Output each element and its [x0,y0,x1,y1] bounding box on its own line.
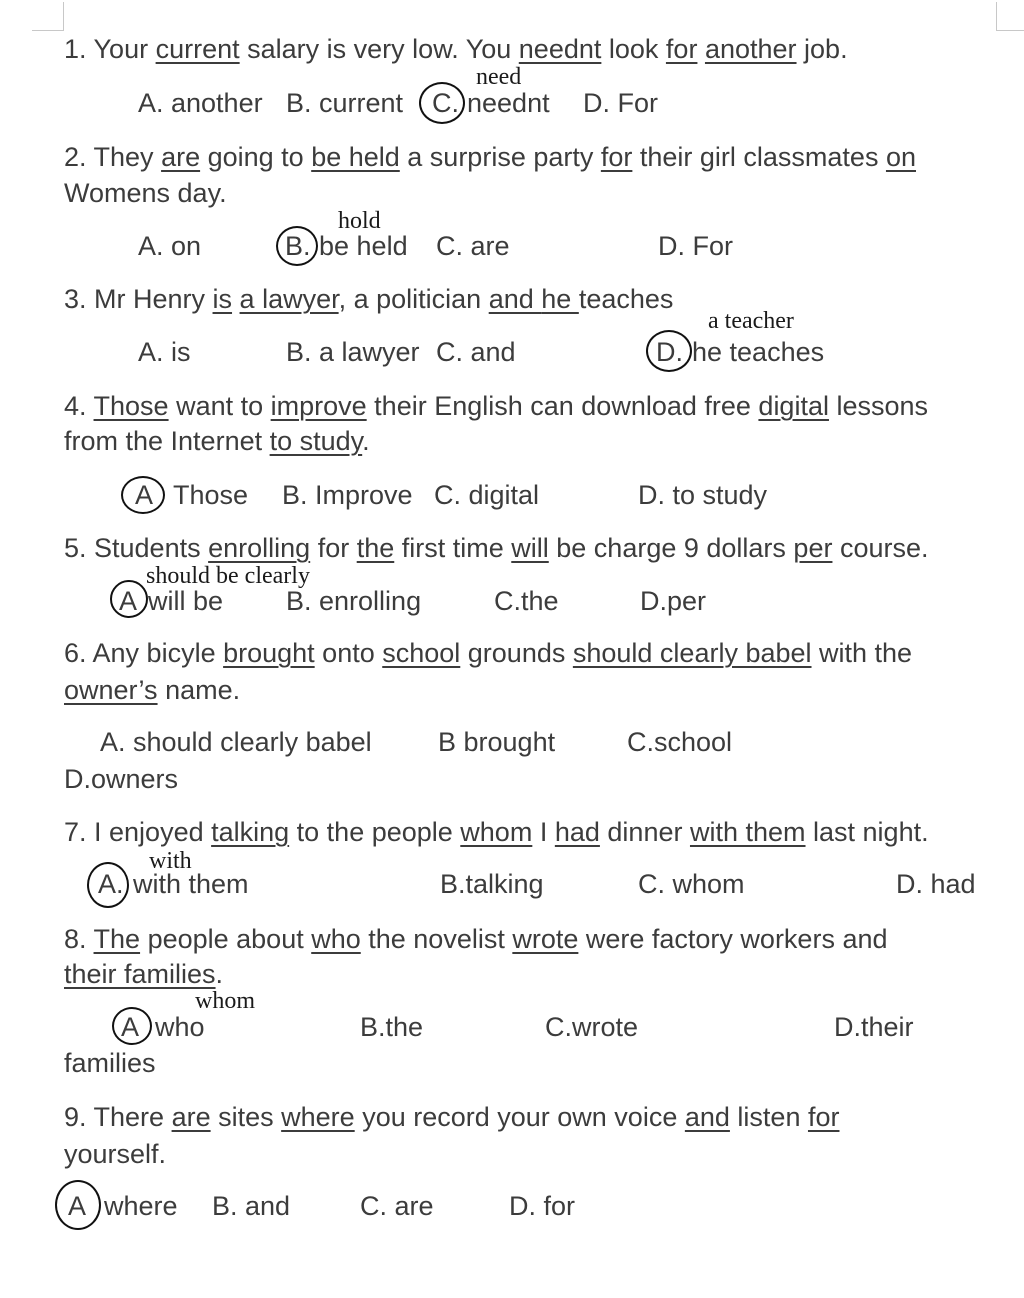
underlined-word: talking [211,817,290,847]
question-1-option-b: B. current [286,88,404,118]
question-3-stem [64,283,673,315]
stem-text: 6. Any bicyle [64,638,224,668]
stem-text: with the [811,638,913,668]
page-corner-mark [996,30,1024,31]
question-3-option-b: B. a lawyer [286,337,420,367]
underlined-word: is [212,284,233,314]
question-8-correction: whom [195,988,255,1014]
question-9-stem-cont: yourself. [64,1139,167,1169]
question-6-stem-cont [64,674,240,706]
stem-text: first time [394,533,512,563]
underlined-word: the [356,533,395,563]
question-9-stem [64,1101,839,1133]
underlined-word: digital [758,391,829,421]
question-9-option-b: B. and [212,1191,291,1221]
question-8-option-a: who [155,1012,205,1042]
stem-text: be charge 9 dollars [548,533,794,563]
stem-text: . [215,959,224,989]
question-7-option-a: with them [133,869,249,899]
question-4-option-a: Those [173,480,249,510]
underlined-word: brought [223,638,315,668]
question-3-option-a: A. is [138,337,191,367]
stem-text: . [362,426,370,456]
question-6-option-b: B brought [438,727,556,757]
stem-text: were factory workers and [578,924,888,954]
question-2-stem-cont: Womens day. [64,178,227,208]
underlined-word: for [600,142,633,172]
page-corner-mark [996,2,997,31]
stem-text: want to [168,391,271,421]
underlined-word: improve [270,391,367,421]
question-6-option-d: D.owners [64,764,179,794]
question-2-correction: hold [338,208,381,234]
question-4-stem-cont [64,425,370,457]
underlined-word: school [382,638,461,668]
stem-text: 3. Mr Henry [64,284,213,314]
question-1-correction: need [476,64,522,90]
stem-text: job. [796,34,848,64]
question-4-option-d: D. to study [638,480,768,510]
question-5-option-b: B. enrolling [286,586,422,616]
underlined-word: will [511,533,549,563]
underlined-word: be held [311,142,400,172]
question-6-option-a: A. should clearly babel [100,727,372,757]
stem-text: I [532,817,555,847]
question-9-option-c: C. are [360,1191,434,1221]
question-1-option-d: D. For [583,88,659,118]
stem-text: 7. I enjoyed [64,817,212,847]
question-9-option-d: D. for [509,1191,576,1221]
stem-text [232,284,240,314]
stem-text: sites [210,1102,282,1132]
question-5-option-c: C.the [494,586,559,616]
question-9-option-a-letter: A [68,1191,87,1221]
question-4-option-a-letter: A [135,480,154,510]
question-7-option-a-letter: A. [98,869,124,899]
question-2-option-a: A. on [138,231,202,261]
question-8-stem [64,923,888,955]
stem-text: from the Internet [64,426,270,456]
underlined-word: a lawyer [239,284,339,314]
underlined-word: another [704,34,797,64]
stem-text: the novelist [360,924,513,954]
stem-text: 2. They [64,142,162,172]
question-4-option-c: C. digital [434,480,540,510]
underlined-word: he [541,284,579,314]
underlined-word: are [161,142,201,172]
question-5-option-a-letter: A [119,586,138,616]
question-1-option-a: A. another [138,88,263,118]
stem-text: you record your own voice [354,1102,685,1132]
stem-text: last night. [805,817,929,847]
question-4-option-b: B. Improve [282,480,413,510]
question-5-stem [64,532,929,564]
question-6-option-c: C.school [627,727,733,757]
underlined-word: on [885,142,916,172]
underlined-word: to study [269,426,363,456]
question-5-correction: should be clearly [146,563,310,589]
stem-text: people about [140,924,312,954]
underlined-word: where [281,1102,355,1132]
underlined-word: Those [93,391,169,421]
question-2-option-c: C. are [436,231,510,261]
underlined-word: enrolling [208,533,311,563]
question-8-option-b: B.the [360,1012,424,1042]
question-3-correction: a teacher [708,308,794,334]
underlined-word: owner’s [64,675,158,705]
underlined-word: had [554,817,600,847]
question-7-option-c: C. whom [638,869,745,899]
question-3-option-d: he teaches [692,337,825,367]
stem-text: going to [200,142,312,172]
stem-text: dinner [599,817,690,847]
stem-text: 1. Your [64,34,156,64]
stem-text: their English can download free [366,391,759,421]
question-6-stem [64,637,912,669]
stem-text: course. [832,533,929,563]
question-2-option-b: be held [319,231,408,261]
underlined-word: and [488,284,542,314]
question-7-correction: with [149,848,192,874]
question-7-option-d: D. had [896,869,976,899]
underlined-word: for [807,1102,840,1132]
stem-text: 9. There [64,1102,172,1132]
underlined-word: who [311,924,361,954]
underlined-word: The [93,924,141,954]
underlined-word: neednt [518,34,602,64]
underlined-word: are [171,1102,211,1132]
question-8-option-a-letter: A [121,1012,140,1042]
underlined-word: should clearly babel [572,638,812,668]
question-8-option-d: D.their [834,1012,914,1042]
stem-text: onto [314,638,383,668]
stem-text: 5. Students [64,533,209,563]
question-1-stem [64,33,848,65]
question-2-stem [64,141,916,173]
question-5-option-a: will be [148,586,224,616]
underlined-word: wrote [512,924,579,954]
stem-text: for [310,533,357,563]
question-7-stem [64,816,929,848]
question-1-option-c: neednt [467,88,550,118]
stem-text: look [601,34,666,64]
stem-text: their girl classmates [632,142,886,172]
page-corner-mark [63,2,64,31]
stem-text: lessons [828,391,929,421]
stem-text: 8. [64,924,94,954]
question-2-option-b-letter: B. [285,231,311,261]
question-4-stem [64,390,928,422]
underlined-word: with them [689,817,806,847]
underlined-word: whom [460,817,533,847]
stem-text: to the people [289,817,461,847]
underlined-word: current [155,34,240,64]
underlined-word: their families [64,959,216,989]
stem-text: 4. [64,391,94,421]
page-corner-mark [32,30,64,31]
stem-text: a surprise party [399,142,601,172]
question-5-option-d: D.per [640,586,707,616]
question-1-option-c-letter: C. [432,88,459,118]
stem-text: name. [157,675,241,705]
stem-text: teaches [578,284,674,314]
question-8-option-d-cont: families [64,1048,156,1078]
stem-text: , a politician [338,284,489,314]
question-8-option-c: C.wrote [545,1012,639,1042]
question-8-stem-cont [64,958,223,990]
stem-text: listen [729,1102,808,1132]
question-3-option-c: C. and [436,337,516,367]
question-2-option-d: D. For [658,231,734,261]
stem-text: grounds [460,638,573,668]
question-9-option-a: where [104,1191,178,1221]
underlined-word: for [665,34,698,64]
underlined-word: and [684,1102,730,1132]
stem-text [697,34,705,64]
underlined-word: per [793,533,833,563]
stem-text: salary is very low. You [239,34,519,64]
question-7-option-b: B.talking [440,869,544,899]
question-3-option-d-letter: D. [656,337,683,367]
